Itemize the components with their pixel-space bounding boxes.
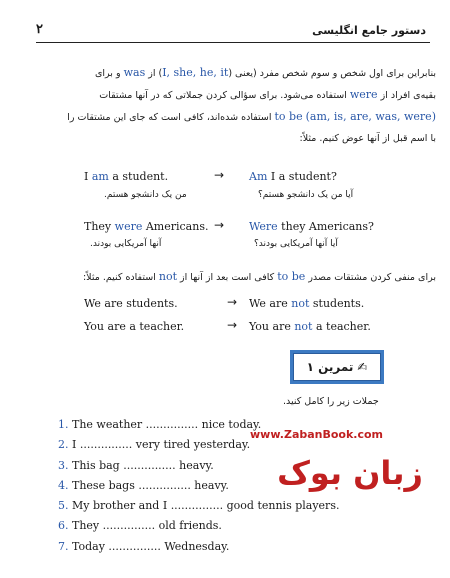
negative-statement: We are students. — [84, 297, 178, 310]
book-title: دستور جامع انگلیسی — [312, 24, 426, 37]
page-header — [36, 22, 430, 43]
exercise-item: 2. I ............... very tired yesterday. — [58, 438, 251, 451]
example-question-translation: آیا آنها آمریکایی بودند؟ — [254, 239, 338, 249]
exercise-item: 4. These bags ............... heavy. — [58, 479, 229, 492]
intro-line-2: بقیه‌ی افراد از were استفاده می‌شود. برای سؤالی کردن جملاتی که در آنها مشتقات — [99, 88, 436, 101]
example-question: Am I a student? — [249, 170, 337, 183]
negative-statement: You are a teacher. — [84, 320, 185, 333]
exercise-item: 7. Today ............... Wednesday. — [58, 540, 230, 553]
exercise-instruction: جملات زیر را کامل کنید. — [283, 396, 379, 407]
negative-result: You are not a teacher. — [249, 320, 371, 333]
example-question: Were they Americans? — [249, 220, 374, 233]
watermark-url: www.ZabanBook.com — [250, 428, 384, 441]
watermark-logo — [250, 440, 450, 520]
right-arrow-icon: → — [214, 168, 225, 182]
page-number: ۲ — [36, 22, 43, 37]
example-translation: آنها آمریکایی بودند. — [90, 239, 162, 249]
negative-intro: برای منفی کردن مشتقات مصدر to be کافی است بعد از آنها از not استفاده کنیم. مثلاً: — [82, 270, 436, 283]
exercise-item: 3. This bag ............... heavy. — [58, 459, 214, 472]
watermark-logo-text: زبان بوک — [277, 454, 423, 492]
intro-line-4: با اسم قبل از آنها عوض کنیم. مثلاً: — [299, 133, 436, 144]
example-translation: من یک دانشجو هستم. — [104, 190, 187, 200]
right-arrow-icon: → — [227, 318, 238, 332]
negative-result: We are not students. — [249, 297, 365, 310]
example-statement: I am a student. — [84, 170, 169, 183]
exercise-title: تمرین ۱ — [306, 360, 354, 374]
right-arrow-icon: → — [227, 295, 238, 309]
exercise-item: 1. The weather ............... nice today. — [58, 418, 262, 431]
intro-line-1: بنابراین برای اول شخص و سوم شخص مفرد (یعنی (I, she, he, it) از was و برای — [94, 66, 436, 79]
exercise-item: 6. They ............... old friends. — [58, 519, 222, 532]
right-arrow-icon: → — [214, 218, 225, 232]
exercise-title-box — [290, 350, 384, 384]
example-question-translation: آیا من یک دانشجو هستم؟ — [258, 190, 354, 200]
intro-line-3: to be (am, is, are, was, were) استفاده شده‌اند، کافی است که جای این مشتقات را — [67, 110, 436, 123]
pencil-icon: ✍ — [357, 360, 368, 374]
example-statement: They were Americans. — [84, 220, 209, 233]
exercise-item: 5. My brother and I ............... good tennis players. — [58, 499, 340, 512]
